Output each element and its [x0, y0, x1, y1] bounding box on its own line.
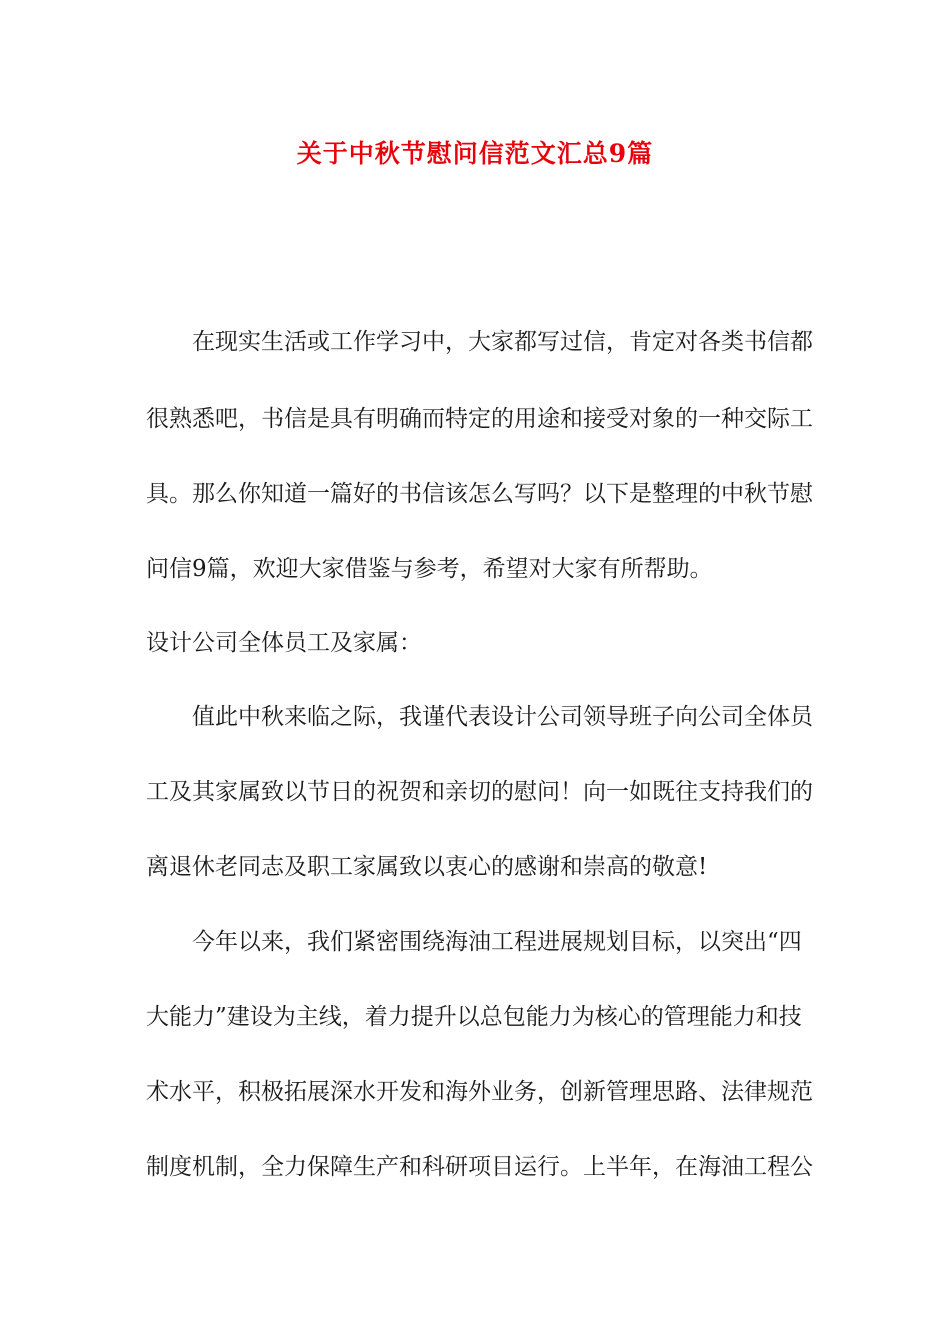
para2-line-4: 制度机制，全力保障生产和科研项目运行。上半年，在海油工程公	[146, 1154, 813, 1180]
para1-line-1: 值此中秋来临之际，我谨代表设计公司领导班子向公司全体员	[192, 704, 813, 730]
salutation: 设计公司全体员工及家属：	[146, 630, 422, 656]
intro-line-2: 很熟悉吧，书信是具有明确而特定的用途和接受对象的一种交际工	[146, 406, 813, 432]
intro-line-1: 在现实生活或工作学习中，大家都写过信，肯定对各类书信都	[192, 329, 813, 355]
para1-line-2: 工及其家属致以节日的祝贺和亲切的慰问！向一如既往支持我们的	[146, 779, 813, 805]
para2-line-2: 大能力”建设为主线，着力提升以总包能力为核心的管理能力和技	[146, 1004, 802, 1030]
para1-line-3: 离退休老同志及职工家属致以衷心的感谢和崇高的敬意!	[146, 854, 708, 880]
para2-line-3: 术水平，积极拓展深水开发和海外业务，创新管理思路、法律规范	[146, 1079, 813, 1105]
document-title: 关于中秋节慰问信范文汇总9篇	[296, 139, 654, 168]
intro-line-4: 问信9篇，欢迎大家借鉴与参考，希望对大家有所帮助。	[146, 556, 713, 582]
intro-line-3: 具。那么你知道一篇好的书信该怎么写吗？以下是整理的中秋节慰	[146, 481, 813, 507]
para2-line-1: 今年以来，我们紧密围绕海油工程进展规划目标，以突出“四	[192, 929, 802, 955]
